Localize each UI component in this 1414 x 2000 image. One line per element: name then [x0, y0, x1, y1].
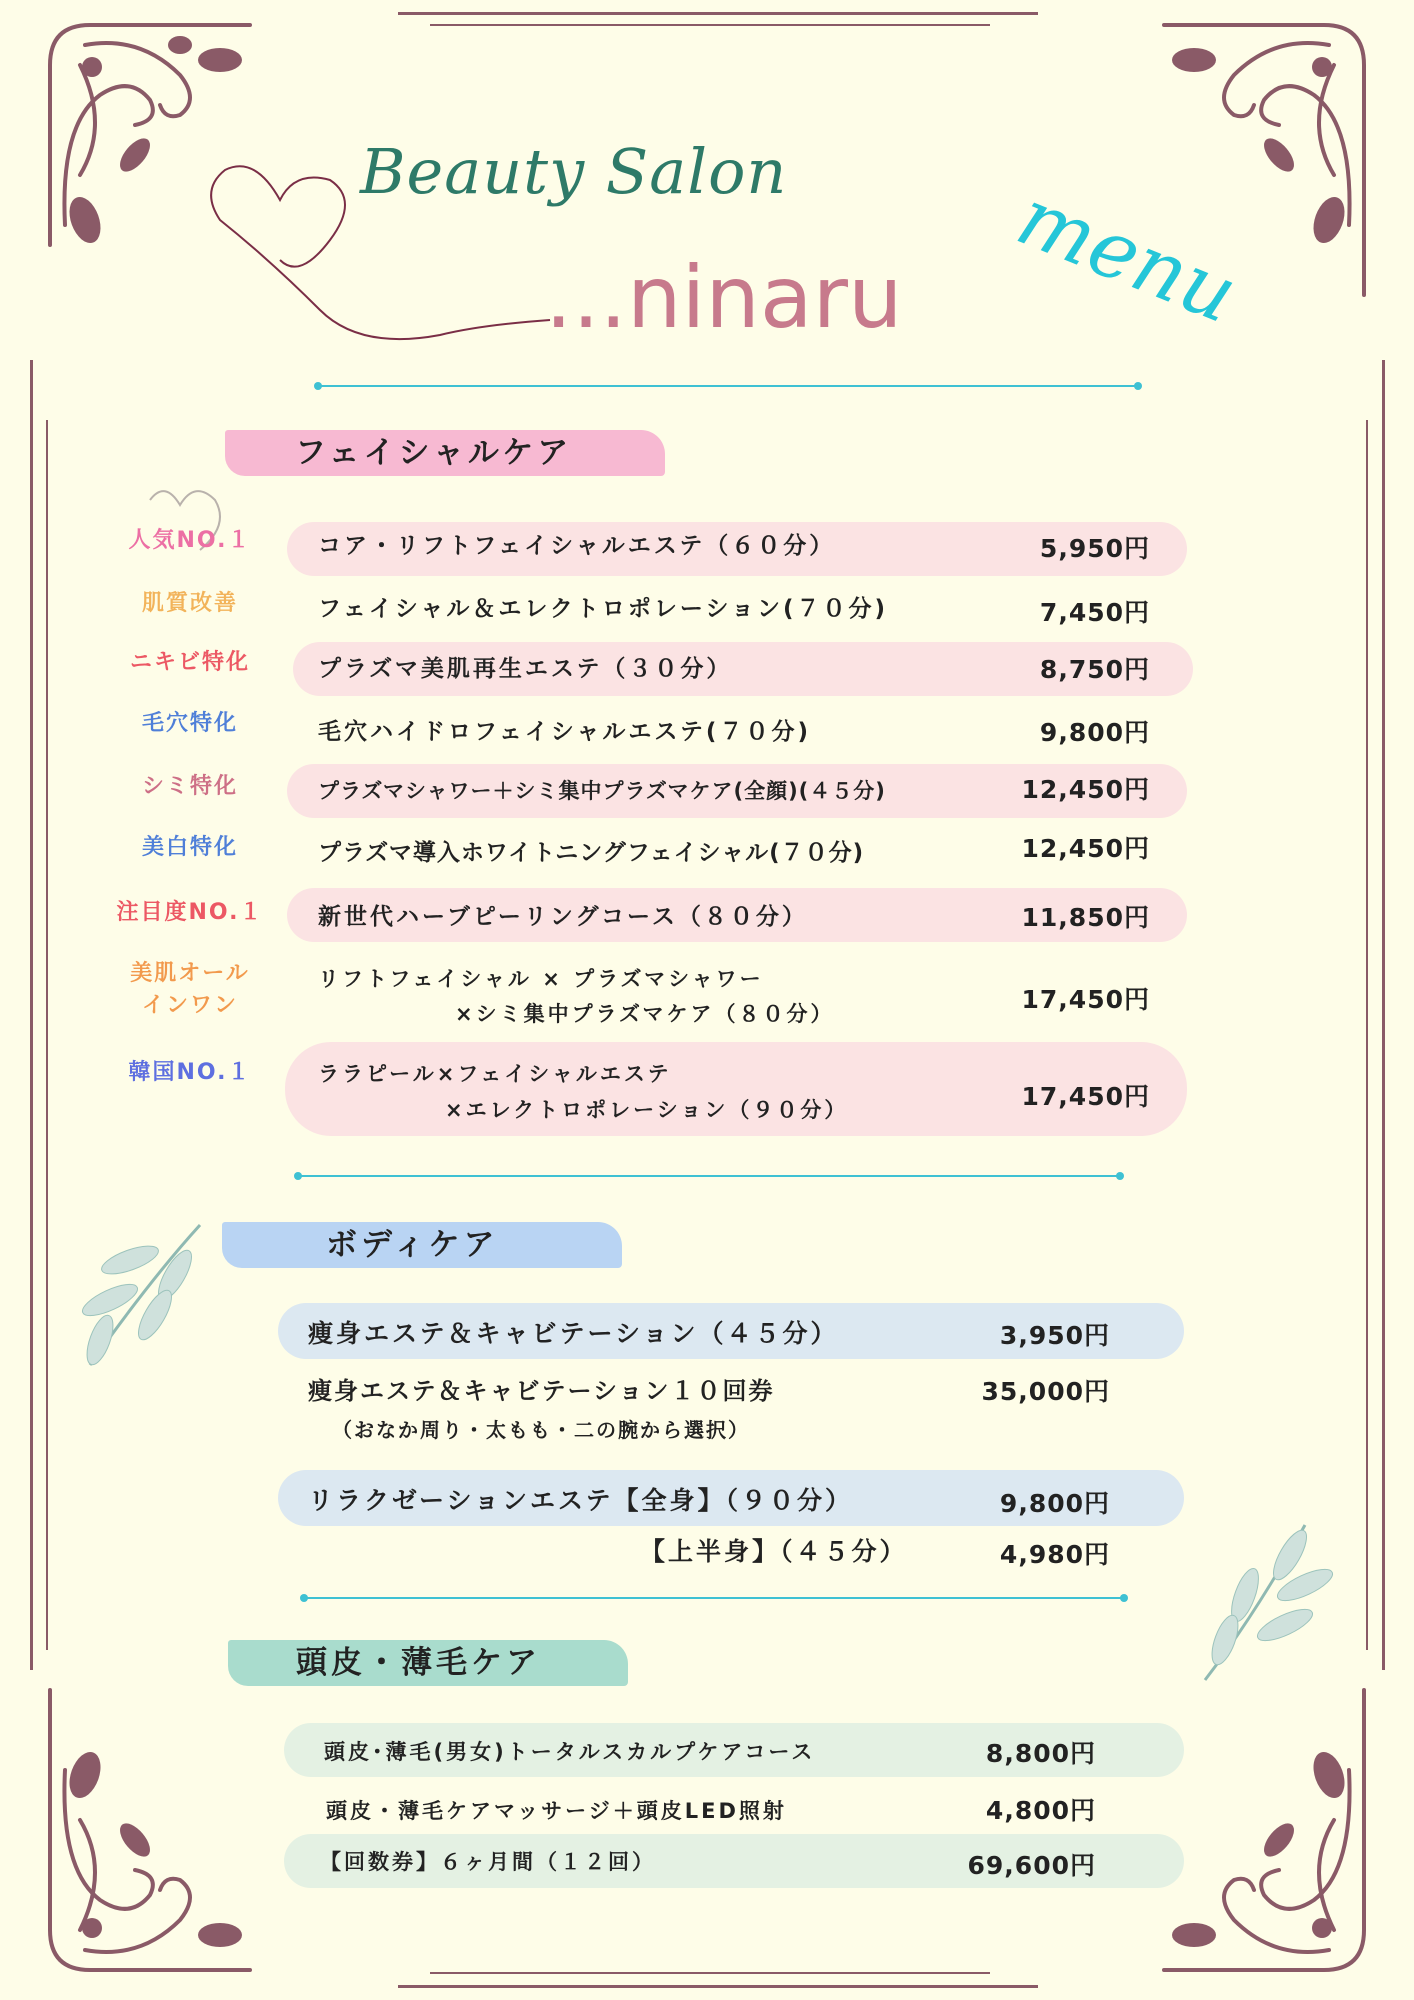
brand-name: ...ninaru [545, 248, 903, 348]
corner-flourish-icon [20, 1680, 260, 1990]
brand-script: Beauty Salon [360, 135, 788, 208]
menu-item-note: （おなか周り・太もも・二の腕から選択） [332, 1418, 750, 1442]
frame-top-line-inner [430, 24, 990, 26]
menu-item-name: フェイシャル＆エレクトロポレーション(７０分) [318, 596, 889, 622]
menu-item-name: ララピール×フェイシャルエステ [318, 1062, 672, 1086]
menu-item-price: 8,750円 [1039, 655, 1150, 684]
menu-item-price: 11,850円 [1021, 903, 1150, 932]
badge-spots: シミ特化 [141, 774, 238, 799]
menu-item-name: プラズマ美肌再生エステ（３０分） [318, 656, 733, 682]
corner-flourish-icon [1154, 1680, 1394, 1990]
frame-right-line-inner [1366, 420, 1368, 1650]
menu-item-price: 5,950円 [1039, 534, 1150, 563]
menu-item-name: 痩身エステ＆キャビテーション（４５分） [308, 1319, 839, 1348]
menu-item-price: 7,450円 [1039, 598, 1150, 627]
frame-left-line [30, 360, 33, 1670]
menu-item-name: プラズマ導入ホワイトニングフェイシャル(７０分) [318, 840, 865, 866]
menu-item-price: 17,450円 [1021, 1082, 1150, 1111]
badge-whitening: 美白特化 [141, 835, 238, 860]
menu-item-name: プラズマシャワー＋シミ集中プラズマケア(全顔)(４５分) [318, 779, 886, 803]
badge-skin-improve: 肌質改善 [141, 591, 238, 616]
frame-top-line [398, 12, 1038, 15]
badge-acne: ニキビ特化 [129, 650, 250, 675]
badge-all-in-one-line2: インワン [141, 993, 238, 1018]
menu-item-price: 9,800円 [1039, 718, 1150, 747]
menu-item-name-line2: ×エレクトロポレーション（９０分） [445, 1098, 849, 1122]
badge-korea-no1: 韓国NO.１ [128, 1060, 252, 1085]
menu-item-price: 12,450円 [1021, 834, 1150, 863]
menu-item-price: 69,600円 [967, 1851, 1096, 1880]
frame-left-line-inner [46, 420, 48, 1650]
menu-item-name: 痩身エステ＆キャビテーション１０回券 [308, 1377, 775, 1405]
menu-item-name: 【回数券】６ヶ月間（１２回） [320, 1850, 656, 1874]
menu-item-name: リフトフェイシャル × プラズマシャワー [318, 967, 764, 991]
frame-right-line [1382, 360, 1385, 1670]
frame-bottom-line [398, 1985, 1038, 1988]
leaf-branch-icon [70, 1220, 210, 1370]
menu-item-name: コア・リフトフェイシャルエステ（６０分） [318, 533, 836, 559]
section-title-scalp-label: 頭皮・薄毛ケア [296, 1645, 541, 1681]
badge-attention-no1: 注目度NO.１ [116, 900, 264, 925]
menu-item-name: 頭皮･薄毛(男女)トータルスカルプケアコース [324, 1740, 816, 1764]
section-title-facial [225, 430, 665, 476]
menu-item-price: 8,800円 [985, 1739, 1096, 1768]
section-title-body-label: ボディケア [326, 1227, 499, 1263]
menu-item-name: 【上半身】（４５分） [640, 1537, 908, 1566]
menu-item-price: 12,450円 [1021, 775, 1150, 804]
leaf-branch-icon [1195, 1515, 1335, 1685]
menu-item-price: 17,450円 [1021, 985, 1150, 1014]
divider [298, 1175, 1120, 1177]
section-title-body [222, 1222, 622, 1268]
menu-item-price: 3,950円 [999, 1321, 1110, 1350]
badge-pores: 毛穴特化 [141, 711, 238, 736]
badge-all-in-one: 美肌オール [130, 961, 250, 986]
menu-word: menu [1005, 170, 1250, 341]
menu-item-price: 35,000円 [981, 1377, 1110, 1406]
section-title-facial-label: フェイシャルケア [295, 435, 573, 471]
menu-item-name-line2: ×シミ集中プラズマケア（８０分） [455, 1002, 835, 1026]
divider [318, 385, 1138, 387]
divider [304, 1597, 1124, 1599]
menu-item-name: 新世代ハーブピーリングコース（８０分） [318, 904, 808, 930]
menu-item-price: 9,800円 [999, 1489, 1110, 1518]
menu-item-name: 毛穴ハイドロフェイシャルエステ(７０分) [318, 719, 811, 745]
section-title-scalp [228, 1640, 628, 1686]
frame-bottom-line-inner [430, 1972, 990, 1974]
menu-item-price: 4,980円 [999, 1540, 1110, 1569]
badge-popular-no1: 人気NO.１ [128, 528, 252, 553]
menu-item-price: 4,800円 [985, 1796, 1096, 1825]
menu-item-name: 頭皮・薄毛ケアマッサージ＋頭皮LED照射 [326, 1799, 787, 1823]
menu-item-name: リラクゼーションエステ【全身】（９０分） [308, 1486, 854, 1515]
